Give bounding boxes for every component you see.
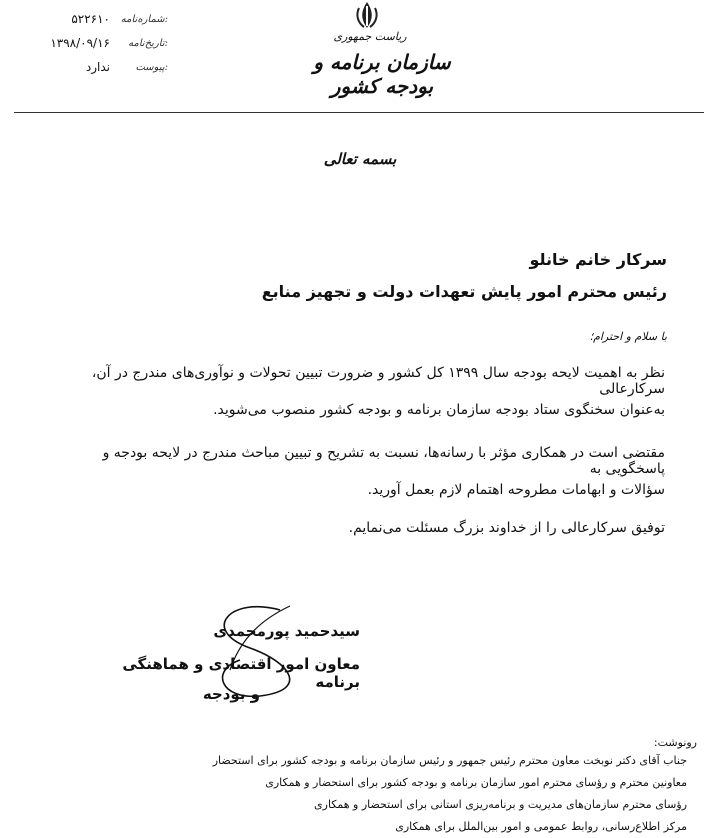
org-presidency: ریاست جمهوری xyxy=(333,30,407,43)
signature-block xyxy=(100,600,360,710)
cc-item: معاونین محترم و رؤسای محترم امور سازمان برنامه و بودجه کشور برای استحضار و همکاری xyxy=(265,776,687,789)
greeting: با سلام و احترام؛ xyxy=(589,330,667,343)
body-paragraph-1-line-1: نظر به اهمیت لایحه بودجه سال ۱۳۹۹ کل کشور و ضرورت تبیین تحولات و نوآوری‌های مندرج در آن، سرکارعالی xyxy=(91,365,665,397)
letter-number-label: شماره‌نامه: xyxy=(120,14,168,25)
cc-heading: رونوشت: xyxy=(653,736,697,749)
letter-date-label: تاریخ‌نامه: xyxy=(128,38,168,49)
cc-item: جناب آقای دکتر نوبخت معاون محترم رئیس جمهور و رئیس سازمان برنامه و بودجه کشور برای استحضار xyxy=(212,754,687,767)
bismillah: بسمه تعالی xyxy=(323,150,397,168)
attachment-label: پیوست: xyxy=(135,62,168,73)
org-name: سازمان برنامه و بودجه کشور xyxy=(313,50,451,98)
letter-meta xyxy=(18,12,168,84)
letter-date-value: ۱۳۹۸/۰۹/۱۶ xyxy=(50,36,110,50)
signatory-title-line-1: معاون امور اقتصادی و هماهنگی برنامه xyxy=(122,655,360,691)
header-divider xyxy=(14,112,704,113)
body-paragraph-1-line-2: به‌عنوان سخنگوی ستاد بودجه سازمان برنامه و بودجه کشور منصوب می‌شوید. xyxy=(213,402,665,418)
recipient-name: سرکار خانم خانلو xyxy=(529,250,667,269)
body-paragraph-3: توفیق سرکارعالی را از خداوند بزرگ مسئلت می‌نمایم. xyxy=(348,520,665,536)
meta-row-attachment xyxy=(18,60,168,84)
iran-emblem-icon xyxy=(352,0,382,30)
body-paragraph-2-line-1: مقتضی است در همکاری مؤثر با رسانه‌ها، نسبت به تشریح و تبیین مباحث مندرج در لایحه بودجه و پاسخگویی به xyxy=(102,445,665,477)
meta-row-number xyxy=(18,12,168,36)
body-paragraph-2-line-2: سؤالات و ابهامات مطروحه اهتمام لازم بعمل آورید. xyxy=(367,482,665,498)
meta-row-date xyxy=(18,36,168,60)
cc-item: مرکز اطلاع‌رسانی، روابط عمومی و امور بین‌الملل برای همکاری xyxy=(395,820,687,833)
recipient-title: رئیس محترم امور پایش تعهدات دولت و تجهیز منابع xyxy=(261,282,667,301)
signatory-title-line-2: و بودجه xyxy=(202,685,260,703)
cc-item: رؤسای محترم سازمان‌های مدیریت و برنامه‌ریزی استانی برای استحضار و همکاری xyxy=(314,798,687,811)
signatory-name: سیدحمید پورمحمدی xyxy=(213,622,360,640)
attachment-value: ندارد xyxy=(85,60,110,74)
letter-number-value: ۵۲۲۶۱۰ xyxy=(71,12,110,26)
